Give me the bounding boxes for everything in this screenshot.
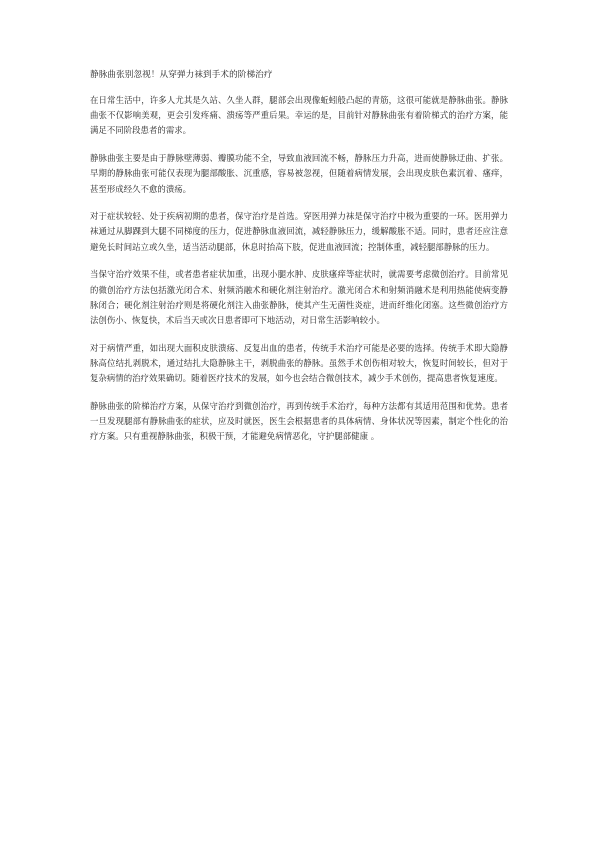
paragraph-cause: 静脉曲张主要是由于静脉壁薄弱、瓣膜功能不全，导致血液回流不畅，静脉压力升高，进而使静脉迂曲、扩张。早期的静脉曲张可能仅表现为腿部酸胀、沉重感，容易被忽视，但随着病情发展，会出现皮肤色素沉着、瘙痒，甚至形成经久不愈的溃疡。 xyxy=(90,153,508,194)
article-title: 静脉曲张别忽视！从穿弹力袜到手术的阶梯治疗 xyxy=(90,70,273,80)
paragraph-intro: 在日常生活中，许多人尤其是久站、久坐人群，腿部会出现像蚯蚓般凸起的青筋，这很可能就是静脉曲张。静脉曲张不仅影响美观，更会引发疼痛、溃疡等严重后果。幸运的是，目前针对静脉曲张有着阶梯式的治疗方案，能满足不同阶段患者的需求。 xyxy=(90,95,508,136)
paragraph-surgery: 对于病情严重，如出现大面积皮肤溃疡、反复出血的患者，传统手术治疗可能是必要的选择。传统手术即大隐静脉高位结扎剥脱术，通过结扎大隐静脉主干，剥脱曲张的静脉。虽然手术创伤相对较大，恢复时间较长，但对于复杂病情的治疗效果确切。随着医疗技术的发展，如今也会结合微创技术，减少手术创伤，提高患者恢复速度。 xyxy=(90,342,508,384)
article xyxy=(90,68,508,457)
paragraph-conclusion: 静脉曲张的阶梯治疗方案，从保守治疗到微创治疗，再到传统手术治疗，每种方法都有其适用范围和优势。患者一旦发现腿部有静脉曲张的症状，应及时就医，医生会根据患者的具体病情、身体状况等因素，制定个性化的治疗方案。只有重视静脉曲张，积极干预，才能避免病情恶化，守护腿部健康 。 xyxy=(90,400,508,442)
paragraph-minimally-invasive: 当保守治疗效果不佳，或者患者症状加重，出现小腿水肿、皮肤瘙痒等症状时，就需要考虑微创治疗。目前常见的微创治疗方法包括激光闭合术、射频消融术和硬化剂注射治疗。激光闭合术和射频消融术是利用热能使病变静脉闭合；硬化剂注射治疗则是将硬化剂注入曲张静脉，使其产生无菌性炎症，进而纤维化闭塞。这些微创治疗方法创伤小、恢复快，术后当天或次日患者即可下地活动，对日常生活影响较小。 xyxy=(90,269,508,325)
paragraph-conservative: 对于症状较轻、处于疾病初期的患者，保守治疗是首选。穿医用弹力袜是保守治疗中极为重要的一环。医用弹力袜通过从脚踝到大腿不同梯度的压力，促进静脉血液回流，减轻静脉压力，缓解酸胀不适。同时，患者还应注意避免长时间站立或久坐，适当活动腿部，休息时抬高下肢，促进血液回流；控制体重，减轻腿部静脉的压力。 xyxy=(90,211,508,252)
